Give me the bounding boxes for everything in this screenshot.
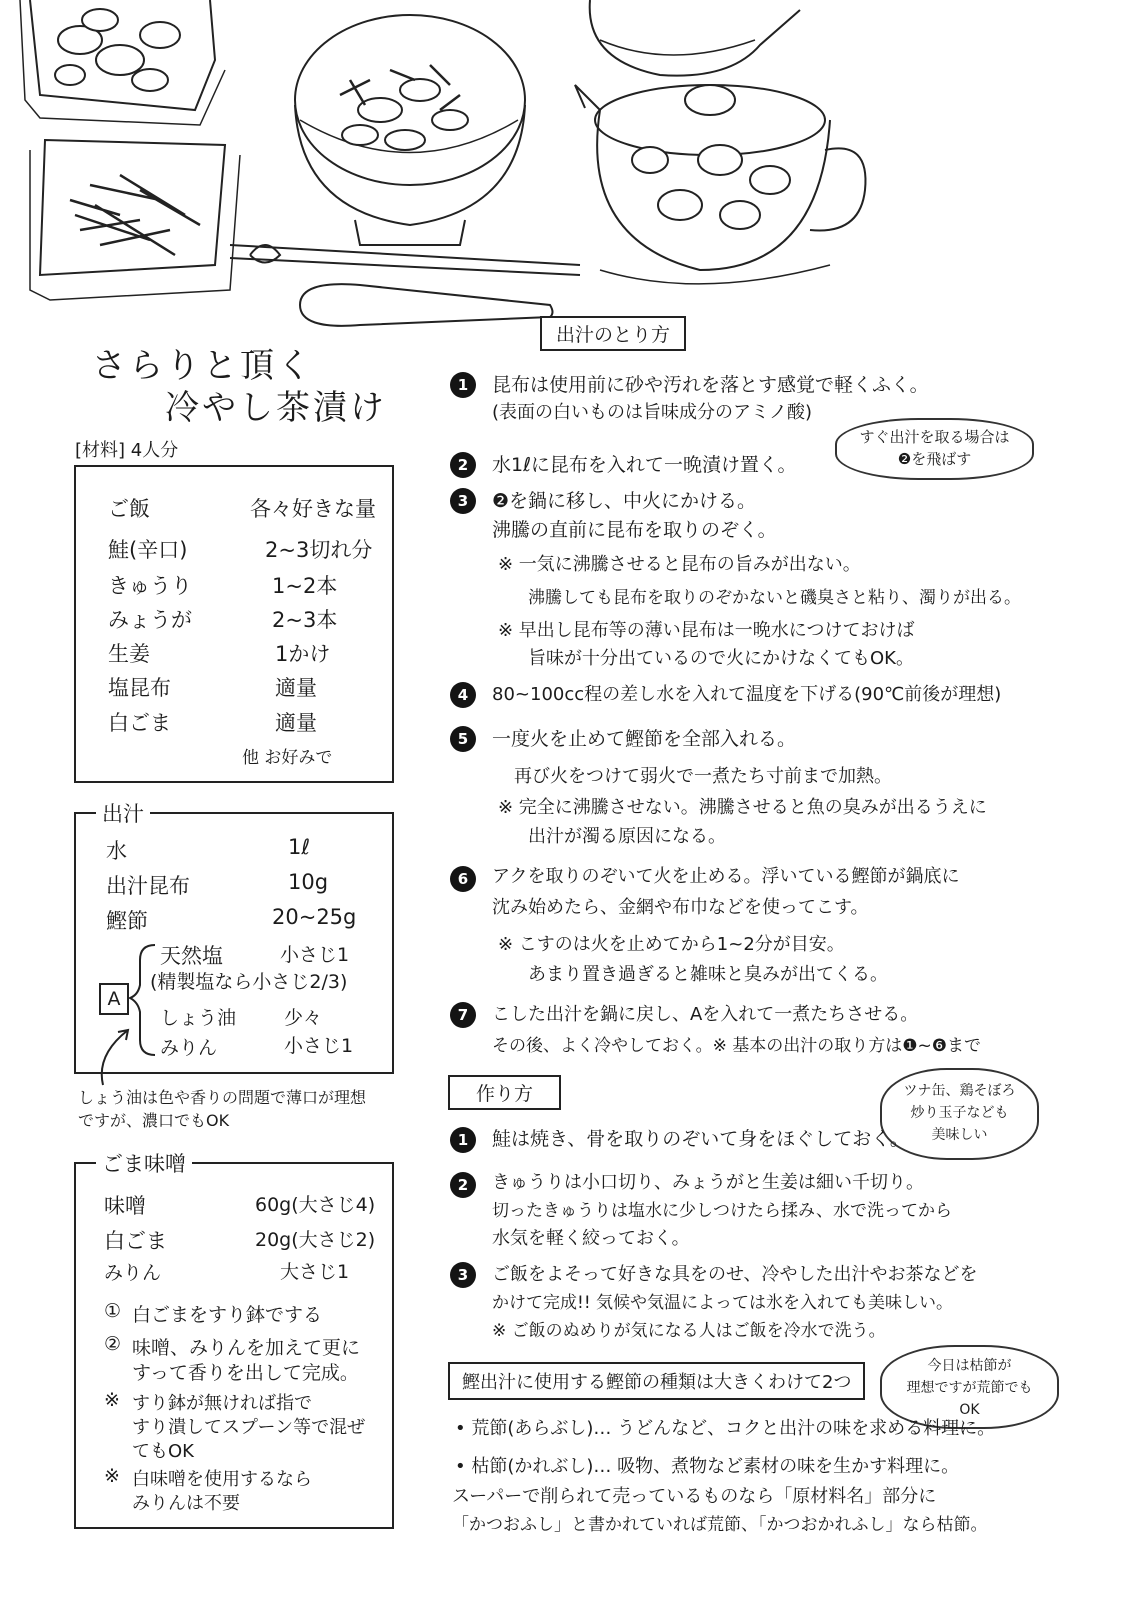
dashi-item-amount: 1ℓ — [288, 835, 311, 859]
ingredient-amount: 1かけ — [275, 642, 331, 666]
ingredient-amount: 2~3本 — [272, 608, 338, 632]
step-number: 3 — [450, 488, 476, 514]
group-item-amount: 小さじ1 — [280, 944, 350, 966]
katsuobushi-line: スーパーで削られて売っているものなら「原材料名」部分に — [452, 1486, 937, 1507]
making-step-text: きゅうりは小口切り、みょうがと生姜は細い千切り。 — [492, 1172, 924, 1193]
goma-item-amount: 20g(大さじ2) — [255, 1229, 376, 1251]
ingredient-amount: 適量 — [275, 676, 317, 700]
katsuobushi-line: 「かつおふし」と書かれていれば荒節、「かつおかれふし」なら枯節。 — [452, 1515, 988, 1535]
step-number: 1 — [450, 372, 476, 398]
bubble-line: 今日は枯節が — [927, 1358, 1012, 1374]
bubble-line: OK — [959, 1402, 980, 1418]
recipe-title-line1: さらりと頂く — [92, 346, 314, 386]
dashi-step-text: ※ 一気に沸騰させると昆布の旨みが出ない。 — [498, 554, 861, 575]
skip-step-bubble — [835, 418, 1034, 480]
goma-step-text: すって香りを出して完成。 — [132, 1362, 359, 1384]
dashi-step-text: 沸騰の直前に昆布を取りのぞく。 — [492, 519, 777, 541]
katsuobushi-bullet: • 枯節(かれぶし)… 吸物、煮物など素材の味を生かす料理に。 — [455, 1456, 960, 1477]
goma-item-name: みりん — [104, 1262, 162, 1284]
goma-step-mark: ※ — [104, 1465, 120, 1487]
dashi-step-text: 出汁が濁る原因になる。 — [528, 826, 726, 847]
ingredient-name: きゅうり — [108, 574, 192, 598]
step-number: 4 — [450, 682, 476, 708]
goma-step-text: 白味噌を使用するなら — [132, 1469, 312, 1490]
ingredient-amount: 各々好きな量 — [250, 497, 376, 521]
step-number: 2 — [450, 1172, 476, 1198]
step-number: 1 — [450, 1127, 476, 1153]
group-item-name: みりん — [160, 1037, 218, 1059]
dashi-item-name: 水 — [106, 839, 127, 863]
goma-step-mark: ② — [104, 1333, 122, 1355]
ingredient-name: 白ごま — [108, 711, 171, 735]
dashi-step-text: 水1ℓに昆布を入れて一晩漬け置く。 — [492, 454, 797, 476]
step-number: 6 — [450, 866, 476, 892]
goma-step-text: すり潰してスプーン等で混ぜ — [132, 1417, 366, 1438]
making-title: 作り方 — [448, 1075, 561, 1110]
dashi-step-text: ※ こすのは火を止めてから1~2分が目安。 — [498, 934, 845, 955]
katsuobushi-bullet: • 荒節(あらぶし)… うどんなど、コクと出汁の味を求める料理に。 — [455, 1418, 996, 1439]
ingredient-name: ご飯 — [108, 497, 150, 521]
dashi-item-amount: 10g — [288, 870, 329, 894]
dashi-step-text: その後、よく冷やしておく。※ 基本の出汁の取り方は❶~❻まで — [492, 1036, 982, 1056]
bubble-line: 理想ですが荒節でも — [906, 1380, 1033, 1396]
goma-step-text: てもOK — [132, 1441, 194, 1462]
dashi-step-text: (表面の白いものは旨味成分のアミノ酸) — [492, 402, 813, 423]
making-step-text: 鮭は焼き、骨を取りのぞいて身をほぐしておく。 — [492, 1128, 909, 1150]
dashi-step-text: 旨味が十分出ているので火にかけなくてもOK。 — [528, 648, 914, 669]
soy-footnote-line2: ですが、濃口でもOK — [78, 1111, 230, 1130]
step-number: 5 — [450, 726, 476, 752]
group-a-label: A — [99, 983, 129, 1015]
goma-step-text: 味噌、みりんを加えて更に — [132, 1337, 361, 1359]
goma-item-name: 白ごま — [104, 1229, 167, 1253]
dashi-step-text: アクを取りのぞいて火を止める。浮いている鰹節が鍋底に — [492, 866, 960, 887]
dashi-box-label: 出汁 — [96, 798, 150, 828]
step-number: 3 — [450, 1262, 476, 1288]
step-number: 7 — [450, 1002, 476, 1028]
group-item-amount: 少々 — [284, 1007, 323, 1029]
dashi-step-text: 一度火を止めて鰹節を全部入れる。 — [492, 728, 797, 750]
making-step-text: かけて完成!! 気候や気温によっては氷を入れても美味しい。 — [492, 1293, 954, 1313]
group-item-note: (精製塩なら小さじ2/3) — [150, 971, 348, 993]
ingredient-amount: 適量 — [275, 711, 317, 735]
group-item-amount: 小さじ1 — [284, 1035, 354, 1057]
goma-step-text: みりんは不要 — [132, 1493, 240, 1514]
goma-step-text: 白ごまをすり鉢でする — [132, 1304, 323, 1326]
dashi-step-text: 沸騰しても昆布を取りのぞかないと磯臭さと粘り、濁りが出る。 — [528, 588, 1021, 608]
food-illustration — [0, 0, 1129, 335]
goma-step-text: すり鉢が無ければ指で — [132, 1393, 312, 1414]
ingredient-name: 生姜 — [108, 642, 150, 666]
dashi-step-text: 沈み始めたら、金網や布巾などを使ってこす。 — [492, 897, 869, 918]
dashi-item-name: 鰹節 — [106, 909, 148, 933]
making-step-text: 切ったきゅうりは塩水に少しつけたら揉み、水で洗ってから — [492, 1201, 953, 1221]
goma-miso-label: ごま味噌 — [96, 1148, 192, 1178]
goma-item-amount: 60g(大さじ4) — [255, 1194, 376, 1216]
dashi-step-text: 80~100cc程の差し水を入れて温度を下げる(90℃前後が理想) — [492, 684, 1002, 705]
bubble-line: すぐ出汁を取る場合は — [859, 428, 1010, 446]
dashi-item-name: 出汁昆布 — [106, 874, 190, 898]
dashi-step-text: ❷を鍋に移し、中火にかける。 — [492, 490, 757, 512]
footnote-arrow — [88, 1020, 138, 1090]
bubble-line: ❷を飛ばす — [897, 450, 972, 468]
step-number: 2 — [450, 452, 476, 478]
ingredient-other: 他 お好みで — [242, 748, 333, 768]
bubble-line: ツナ缶、鶏そぼろ — [903, 1083, 1016, 1099]
dashi-step-text: 再び火をつけて弱火で一煮たち寸前まで加熱。 — [514, 766, 892, 787]
making-step-text: ※ ご飯のぬめりが気になる人はご飯を冷水で洗う。 — [492, 1321, 886, 1341]
recipe-title-line2: 冷やし茶漬け — [165, 388, 387, 428]
ingredient-amount: 2~3切れ分 — [265, 538, 373, 562]
goma-step-mark: ※ — [104, 1389, 120, 1411]
dashi-step-text: ※ 早出し昆布等の薄い昆布は一晩水につけておけば — [498, 620, 915, 641]
soy-footnote-line1: しょう油は色や香りの問題で薄口が理想 — [78, 1088, 367, 1107]
group-item-name: しょう油 — [160, 1007, 237, 1029]
dashi-step-text: 昆布は使用前に砂や汚れを落とす感覚で軽くふく。 — [492, 374, 929, 396]
goma-item-name: 味噌 — [104, 1194, 146, 1218]
dashi-step-text: ※ 完全に沸騰させない。沸騰させると魚の臭みが出るうえに — [498, 797, 987, 818]
ingredient-name: みょうが — [108, 608, 192, 632]
ingredient-amount: 1~2本 — [272, 574, 338, 598]
making-step-text: 水気を軽く絞っておく。 — [492, 1228, 690, 1249]
dashi-step-text: あまり置き過ぎると雑味と臭みが出てくる。 — [528, 964, 888, 985]
dashi-step-text: こした出汁を鍋に戻し、Aを入れて一煮たちさせる。 — [492, 1004, 919, 1025]
group-item-name: 天然塩 — [160, 944, 223, 968]
ingredients-label: [材料] 4人分 — [75, 440, 179, 461]
bubble-line: 美味しい — [931, 1127, 988, 1143]
goma-step-mark: ① — [104, 1300, 122, 1322]
bubble-line: 炒り玉子なども — [910, 1105, 1009, 1121]
dashi-item-amount: 20~25g — [272, 905, 357, 929]
dashi-method-title: 出汁のとり方 — [540, 316, 686, 351]
katsuobushi-title: 鰹出汁に使用する鰹節の種類は大きくわけて2つ — [448, 1362, 865, 1400]
goma-item-amount: 大さじ1 — [280, 1261, 350, 1283]
ingredient-name: 塩昆布 — [108, 676, 171, 700]
making-step-text: ご飯をよそって好きな具をのせ、冷やした出汁やお茶などを — [492, 1264, 978, 1285]
ingredient-name: 鮭(辛口) — [108, 538, 188, 562]
